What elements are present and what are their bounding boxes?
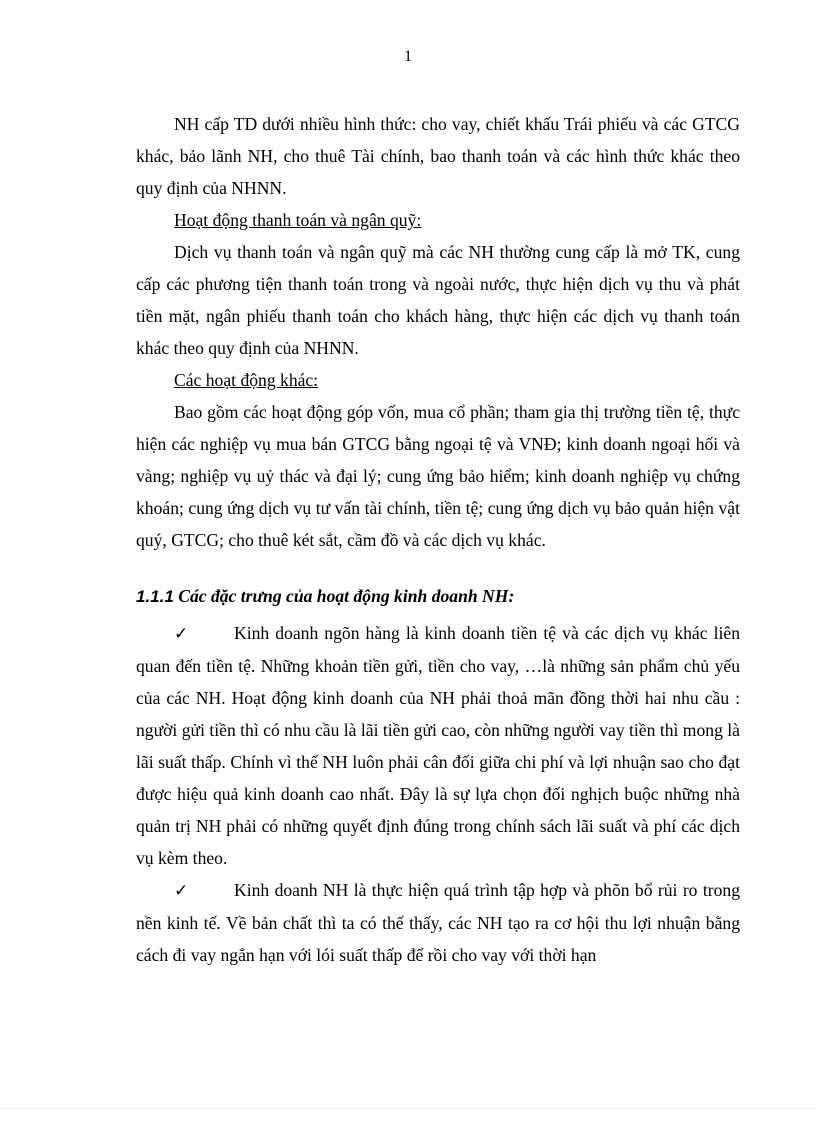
checkmark-icon: ✓: [174, 624, 189, 644]
section-heading: [136, 580, 740, 613]
paragraph-credit-forms: NH cấp TD dưới nhiều hình thức: cho vay, chiết khấu Trái phiếu và các GTCG khác, bảo lãnh NH, cho thuê Tài chính, bao thanh toán và các hình thức khác theo quy định của NHNN.: [136, 114, 740, 198]
document-body: [136, 108, 740, 971]
bullet-text-2: Kinh doanh NH là thực hiện quá trình tập hợp và phõn bổ rủi ro trong nền kinh tế. Về bản chất thì ta có thể thấy, các NH tạo ra cơ hội thu lợi nhuận bằng cách đi vay ngắn hạn với lói suất thấp để rồi cho vay với thời hạn: [136, 880, 740, 965]
bullet-item-1: [136, 617, 740, 874]
checkmark-icon: ✓: [174, 881, 189, 901]
paragraph-payment-services: Dịch vụ thanh toán và ngân quỹ mà các NH thường cung cấp là mở TK, cung cấp các phương tiện thanh toán trong và ngoài nước, thực hiện dịch vụ thu và phát tiền mặt, ngân phiếu thanh toán cho khách hàng, thực hiện các dịch vụ thanh toán khác theo quy định của NHNN.: [136, 242, 740, 358]
section-title: Các đặc trưng của hoạt động kinh doanh NH:: [178, 586, 515, 606]
page-bottom-divider: [0, 1108, 816, 1109]
paragraph-other-activities: Bao gồm các hoạt động góp vốn, mua cổ phần; tham gia thị trường tiền tệ, thực hiện các nghiệp vụ mua bán GTCG bằng ngoại tệ và VNĐ; kinh doanh ngoại hối và vàng; nghiệp vụ uỷ thác và đại lý; cung ứng bảo hiểm; kinh doanh nghiệp vụ chứng khoán; cung ứng dịch vụ tư vấn tài chính, tiền tệ; cung ứng dịch vụ bảo quản hiện vật quý, GTCG; cho thuê két sắt, cầm đồ và các dịch vụ khác.: [136, 402, 740, 550]
subheading-other-activities: Các hoạt động khác:: [174, 370, 319, 390]
page-number: 1: [404, 48, 412, 65]
subheading-payment-treasury: Hoạt động thanh toán và ngân quỹ:: [174, 210, 422, 230]
bullet-item-2: [136, 874, 740, 971]
bullet-text-1: Kinh doanh ngõn hàng là kinh doanh tiền tệ và các dịch vụ khác liên quan đến tiền tệ. Những khoản tiền gửi, tiền cho vay, …là những sản phẩm chủ yếu của các NH. Hoạt động kinh doanh của NH phải thoả mãn đồng thời hai nhu cầu : người gửi tiền thì có nhu cầu là lãi tiền gửi cao, còn những người vay tiền thì mong là lãi suất thấp. Chính vì thế NH luôn phải cân đối giữa chi phí và lợi nhuận sao cho đạt được hiệu quả kinh doanh cao nhất. Đây là sự lựa chọn đối nghịch buộc những nhà quản trị NH phải có những quyết định đúng trong chính sách lãi suất và phí các dịch vụ kèm theo.: [136, 623, 740, 868]
section-number: 1.1.1: [136, 587, 174, 606]
